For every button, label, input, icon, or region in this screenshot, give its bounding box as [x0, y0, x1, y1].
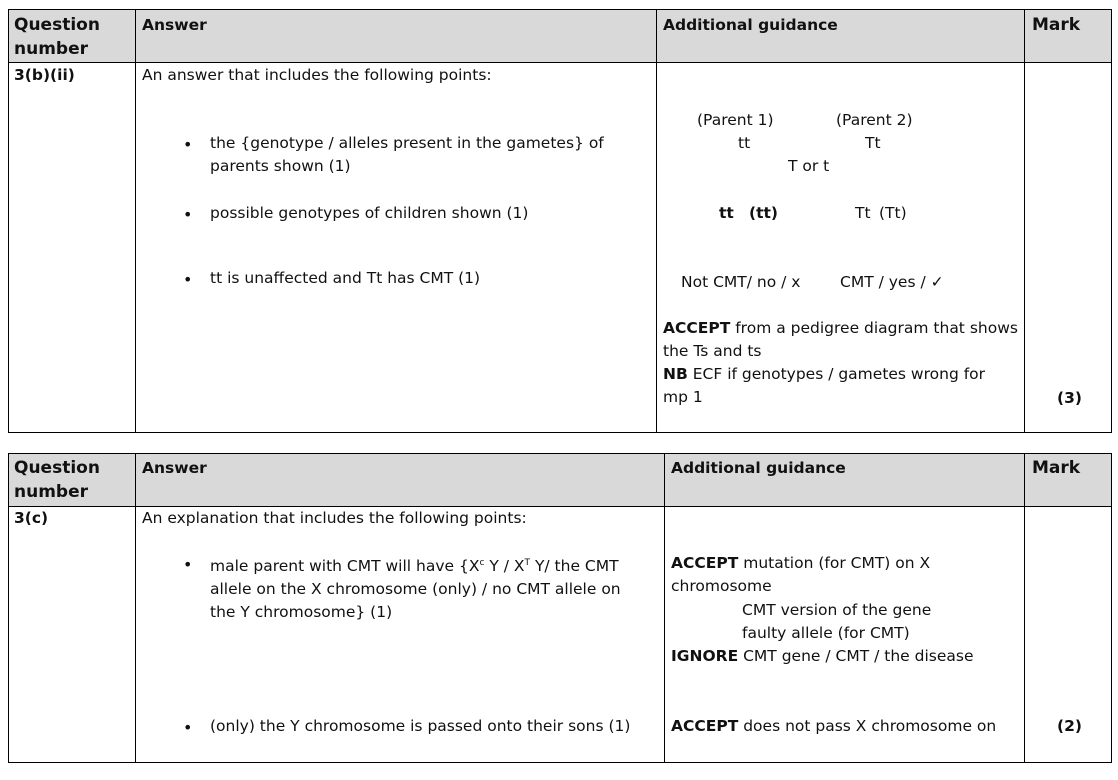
question-number: 3(c)	[14, 509, 49, 527]
header-question-number: Question number	[14, 15, 100, 59]
header-answer: Answer	[142, 16, 207, 34]
accept-alternative: faulty allele (for CMT)	[742, 624, 910, 642]
answer-intro: An answer that includes the following points:	[142, 66, 492, 84]
header-answer: Answer	[142, 459, 207, 477]
accept-note: ACCEPT mutation (for CMT) on X chromosome	[671, 554, 931, 595]
bullet-icon: •	[183, 555, 193, 574]
answer-point: (only) the Y chromosome is passed onto their sons (1)	[210, 717, 631, 735]
marking-table-3c	[8, 453, 1112, 763]
bullet-icon: •	[183, 135, 193, 154]
column-divider	[1024, 10, 1025, 432]
phenotype-unaffected: Not CMT/ no / x	[681, 273, 801, 291]
parent2-label: (Parent 2)	[836, 111, 913, 129]
header-question-number: Question number	[14, 458, 100, 502]
mark-value: (3)	[1057, 389, 1082, 407]
child-genotype-alt: (Tt)	[879, 204, 907, 222]
mark-value: (2)	[1057, 717, 1082, 735]
phenotype-affected: CMT / yes / ✓	[840, 273, 944, 291]
parent2-genotype: Tt	[865, 134, 881, 152]
ignore-note: IGNORE CMT gene / CMT / the disease	[671, 647, 974, 665]
child-genotype: tt	[719, 204, 734, 222]
bullet-icon: •	[183, 270, 193, 289]
column-divider	[1024, 454, 1025, 762]
child-genotype: Tt	[855, 204, 871, 222]
accept-note-2: ACCEPT does not pass X chromosome on	[671, 717, 997, 735]
parent1-label: (Parent 1)	[697, 111, 774, 129]
child-genotype-alt: (tt)	[749, 204, 778, 222]
marking-table-3bii	[8, 9, 1112, 433]
answer-point: possible genotypes of children shown (1)	[210, 204, 529, 222]
column-divider	[664, 454, 665, 762]
column-divider	[135, 10, 136, 432]
gametes: T or t	[788, 157, 830, 175]
column-divider	[656, 10, 657, 432]
answer-point: the {genotype / alleles present in the gametes} of parents shown (1)	[210, 134, 604, 175]
answer-intro: An explanation that includes the following points:	[142, 509, 527, 527]
bullet-icon: •	[183, 205, 193, 224]
parent1-genotype: tt	[738, 134, 751, 152]
header-mark: Mark	[1032, 458, 1081, 478]
answer-point: male parent with CMT will have {$X^c$ Y / $X^T$ Y/ the CMT allele on the X chromosome (only) / no CMT allele on the Y chromosome} (1)	[210, 557, 621, 622]
nb-note: NB ECF if genotypes / gametes wrong for mp 1	[663, 365, 986, 406]
header-mark: Mark	[1032, 15, 1081, 35]
header-additional-guidance: Additional guidance	[671, 459, 846, 477]
column-divider	[135, 454, 136, 762]
accept-alternative: CMT version of the gene	[742, 601, 932, 619]
bullet-icon: •	[183, 718, 193, 737]
accept-note: ACCEPT from a pedigree diagram that shows the Ts and ts	[663, 319, 1018, 360]
question-number: 3(b)(ii)	[14, 66, 75, 84]
header-additional-guidance: Additional guidance	[663, 16, 838, 34]
answer-point: tt is unaffected and Tt has CMT (1)	[210, 269, 481, 287]
